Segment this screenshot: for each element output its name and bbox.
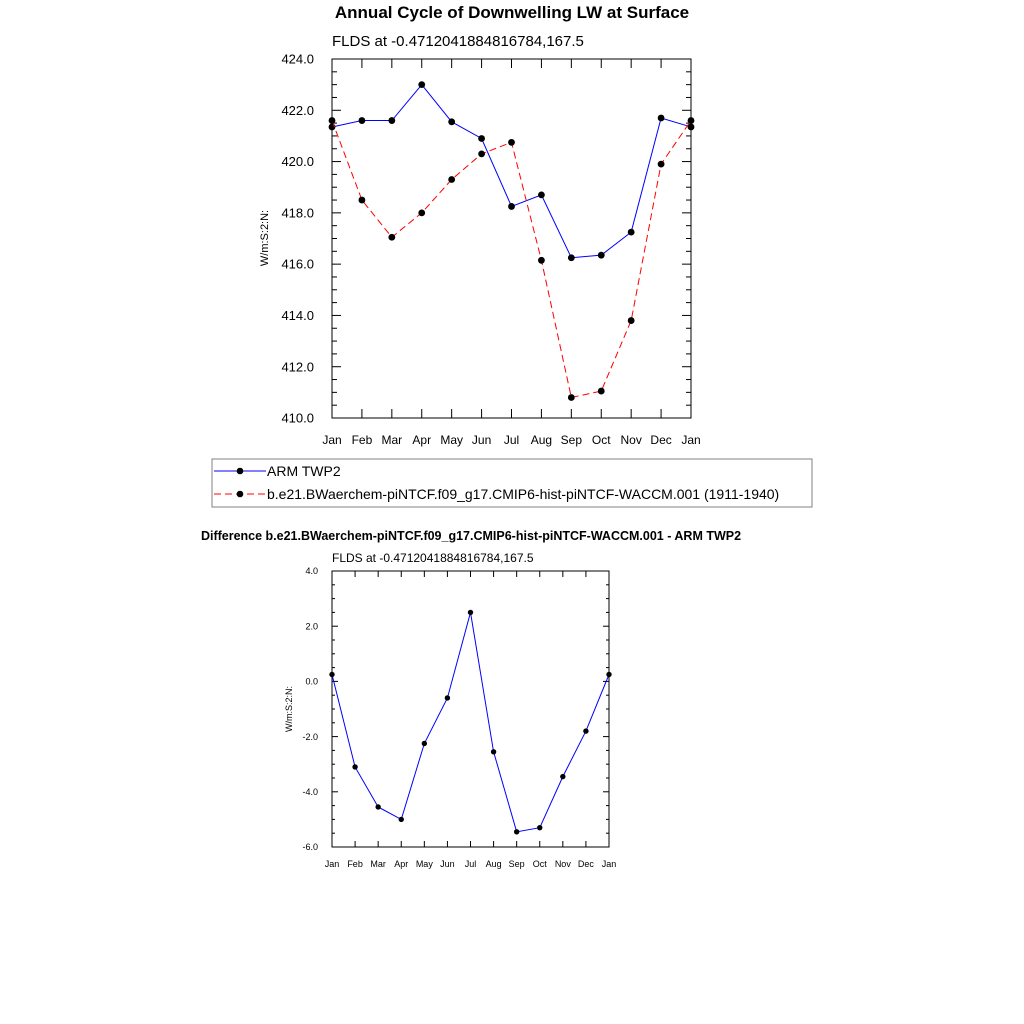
top-series-0-point [448,118,455,125]
top-plot-frame [332,59,691,418]
top-series-line-1 [332,121,691,398]
bottom-series-0-point [329,672,334,677]
top-series-1-point [628,317,635,324]
top-xtick-label: Jun [471,433,492,447]
bottom-chart-series [329,610,611,835]
main-title: Annual Cycle of Downwelling LW at Surface [334,3,690,22]
chart-legend [212,459,812,507]
bottom-ytick-label: -2.0 [302,731,318,742]
top-series-1-point [508,139,515,146]
bottom-series-0-point [399,817,404,822]
top-series-0-point [418,81,425,88]
bottom-xtick-label: Feb [347,859,363,869]
bottom-series-0-point [606,672,611,677]
top-xtick-label: Mar [381,433,403,447]
top-xtick-label: May [440,433,464,447]
bottom-series-0-point [445,695,450,700]
top-xtick-label: Aug [530,433,553,447]
top-series-0-point [658,115,665,122]
bottom-xtick-label: Jul [464,859,477,869]
top-chart-subtitle: FLDS at -0.4712041884816784,167.5 [332,33,584,50]
chart-difference [201,529,741,869]
top-xtick-label: Jul [503,433,520,447]
top-xtick-label: Feb [351,433,373,447]
top-ytick-label: 418.0 [281,205,314,221]
bottom-ytick-label: -6.0 [302,842,318,853]
bottom-xtick-label: Oct [532,859,547,869]
bottom-series-0-point [422,741,427,746]
top-xtick-label: Apr [412,433,432,447]
top-xtick-label: Dec [650,433,672,447]
top-series-0-point [538,192,545,199]
bottom-xtick-label: Jan [324,859,340,869]
legend-marker-model [237,491,244,498]
top-series-0-point [388,117,395,124]
bottom-xtick-label: Jun [440,859,455,869]
top-ytick-label: 416.0 [281,256,314,272]
bottom-series-0-point [352,764,357,769]
top-series-0-point [359,117,366,124]
bottom-series-0-point [514,829,519,834]
bottom-series-0-point [468,610,473,615]
bottom-series-0-point [583,728,588,733]
bottom-chart-axes [302,566,616,869]
top-series-0-point [478,135,485,142]
bottom-ytick-label: -4.0 [302,786,318,797]
bottom-chart-ylabel: W/m:S:2:N: [284,685,294,733]
bottom-xtick-label: Nov [554,859,571,869]
bottom-xtick-label: Dec [577,859,594,869]
bottom-ytick-label: 0.0 [305,676,318,687]
bottom-series-line-0 [332,612,609,831]
bottom-xtick-label: May [415,859,433,869]
top-series-1-point [329,117,336,124]
top-series-1-point [598,388,605,395]
top-series-1-point [538,257,545,264]
top-chart-axes [281,52,700,447]
top-ytick-label: 414.0 [281,307,314,323]
top-xtick-label: Jan [681,433,701,447]
legend-label-model: b.e21.BWaerchem-piNTCF.f09_g17.CMIP6-hist-piNTCF-WACCM.001 (1911-1940) [267,486,780,502]
top-xtick-label: Sep [560,433,583,447]
top-series-1-point [359,197,366,204]
top-series-0-point [628,229,635,236]
top-series-1-point [568,394,575,401]
bottom-xtick-label: Aug [485,859,502,869]
top-ytick-label: 424.0 [281,51,314,67]
bottom-chart-subtitle: FLDS at -0.4712041884816784,167.5 [332,551,534,565]
top-chart-ylabel: W/m:S:2:N: [259,209,271,267]
top-xtick-label: Oct [591,433,611,447]
bottom-ytick-label: 2.0 [305,621,318,632]
top-series-1-point [418,209,425,216]
bottom-xtick-label: Jan [601,859,617,869]
top-series-1-point [388,234,395,241]
bottom-series-0-point [560,774,565,779]
top-series-0-point [508,203,515,210]
legend-label-arm: ARM TWP2 [267,463,341,479]
top-ytick-label: 422.0 [281,102,314,118]
chart-annual-cycle [259,33,701,447]
legend-entry-model [214,486,779,502]
bottom-xtick-label: Apr [394,859,409,869]
top-ytick-label: 412.0 [281,359,314,375]
bottom-series-0-point [375,804,380,809]
legend-marker-arm [237,468,244,475]
bottom-xtick-label: Sep [508,859,525,869]
top-series-1-point [688,117,695,124]
bottom-ytick-label: 4.0 [305,566,318,577]
bottom-chart-title: Difference b.e21.BWaerchem-piNTCF.f09_g17.CMIP6-hist-piNTCF-WACCM.001 - ARM TWP2 [200,529,742,543]
top-xtick-label: Nov [620,433,642,447]
bottom-series-0-point [491,749,496,754]
top-series-line-0 [332,85,691,258]
bottom-series-0-point [537,825,542,830]
top-series-0-point [568,254,575,261]
top-series-1-point [658,161,665,168]
bottom-xtick-label: Mar [370,859,386,869]
top-ytick-label: 420.0 [281,154,314,170]
top-series-0-point [598,252,605,259]
top-series-1-point [448,176,455,183]
top-chart-series [329,81,695,401]
top-ytick-label: 410.0 [281,410,314,426]
top-series-1-point [478,150,485,157]
top-xtick-label: Jan [322,433,342,447]
